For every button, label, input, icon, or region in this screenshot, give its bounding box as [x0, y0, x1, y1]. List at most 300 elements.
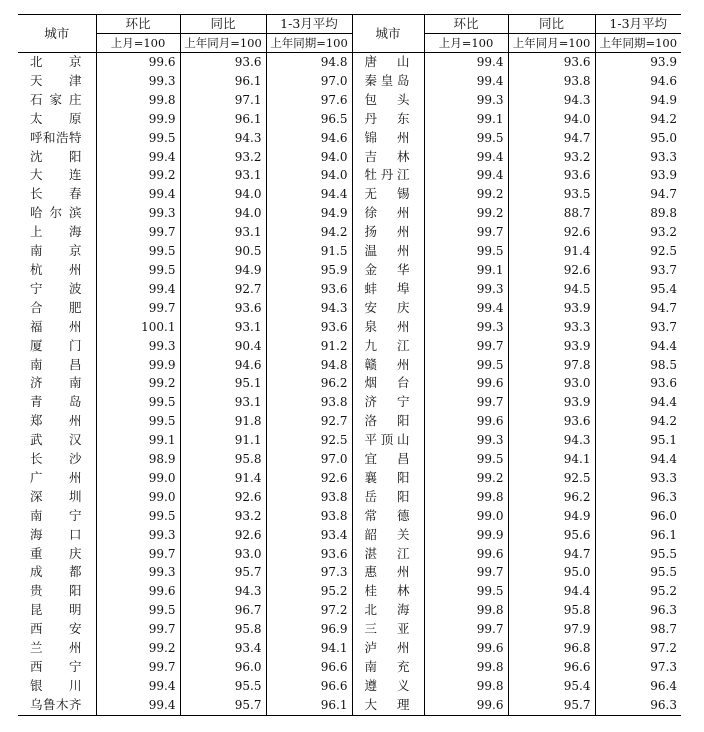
- right-hb-cell: 99.6: [424, 374, 508, 393]
- left-tb-cell: 95.8: [180, 450, 266, 469]
- right-avg-cell: 93.6: [595, 374, 681, 393]
- left-hb-cell: 99.3: [96, 204, 180, 223]
- left-city-cell: 青岛: [30, 394, 82, 410]
- right-tb-cell: 93.6: [508, 412, 595, 431]
- right-tb-cell: 92.5: [508, 469, 595, 488]
- right-city-cell: 襄阳: [352, 469, 424, 488]
- left-city-cell: 合肥: [30, 299, 82, 315]
- left-tb-cell: 94.6: [180, 356, 266, 375]
- left-city-cell: 宁波: [30, 280, 82, 296]
- left-hb-cell: 99.2: [96, 374, 180, 393]
- left-hb-cell: 99.5: [96, 261, 180, 280]
- right-hb-cell: 99.7: [424, 620, 508, 639]
- right-tb-cell: 95.6: [508, 526, 595, 545]
- right-tb-cell: 97.9: [508, 620, 595, 639]
- left-tb-cell: 93.1: [180, 223, 266, 242]
- left-avg-cell: 93.6: [266, 280, 352, 299]
- right-tb-cell: 93.3: [508, 318, 595, 337]
- left-tb-cell: 96.1: [180, 110, 266, 129]
- col-header-city-left: 城市: [18, 15, 96, 53]
- left-tb-cell: 91.8: [180, 412, 266, 431]
- right-tb-cell: 95.0: [508, 563, 595, 582]
- right-hb-cell: 99.5: [424, 450, 508, 469]
- right-hb-cell: 99.8: [424, 658, 508, 677]
- left-avg-cell: 94.6: [266, 129, 352, 148]
- table-row: [18, 526, 681, 545]
- right-avg-cell: 95.2: [595, 582, 681, 601]
- right-tb-cell: 93.0: [508, 374, 595, 393]
- right-city-cell: 常德: [352, 507, 424, 526]
- right-city-cell: 遵义: [352, 677, 424, 696]
- left-city-cell: 石家庄: [30, 91, 82, 107]
- right-city-cell: 平顶山: [352, 431, 424, 450]
- right-city-cell: 吉林: [352, 148, 424, 167]
- right-avg-cell: 93.9: [595, 53, 681, 72]
- table-row: [18, 185, 681, 204]
- right-city-cell: 秦皇岛: [352, 72, 424, 91]
- right-tb-cell: 94.7: [508, 129, 595, 148]
- right-hb-cell: 99.3: [424, 431, 508, 450]
- left-avg-cell: 97.2: [266, 601, 352, 620]
- left-hb-cell: 99.5: [96, 412, 180, 431]
- subheader-tb-left: 上年同月=100: [180, 34, 266, 53]
- left-tb-cell: 93.1: [180, 318, 266, 337]
- left-city-cell: 沈阳: [30, 148, 82, 164]
- right-hb-cell: 99.8: [424, 677, 508, 696]
- right-city-cell: 大理: [352, 696, 424, 715]
- left-hb-cell: 99.5: [96, 129, 180, 148]
- right-avg-cell: 98.7: [595, 620, 681, 639]
- right-avg-cell: 93.9: [595, 166, 681, 185]
- left-city-cell: 兰州: [30, 640, 82, 656]
- subheader-tb-right: 上年同月=100: [508, 34, 595, 53]
- left-hb-cell: 99.8: [96, 91, 180, 110]
- table-row: [18, 639, 681, 658]
- col-header-tb-right: 同比: [508, 15, 595, 34]
- right-city-cell: 锦州: [352, 129, 424, 148]
- left-avg-cell: 96.6: [266, 658, 352, 677]
- left-avg-cell: 96.2: [266, 374, 352, 393]
- left-hb-cell: 99.3: [96, 72, 180, 91]
- right-hb-cell: 99.4: [424, 53, 508, 72]
- right-hb-cell: 99.8: [424, 488, 508, 507]
- table-row: [18, 601, 681, 620]
- left-avg-cell: 96.1: [266, 696, 352, 715]
- right-avg-cell: 93.7: [595, 318, 681, 337]
- left-avg-cell: 94.0: [266, 148, 352, 167]
- right-tb-cell: 95.8: [508, 601, 595, 620]
- left-tb-cell: 94.3: [180, 582, 266, 601]
- right-tb-cell: 94.3: [508, 431, 595, 450]
- left-avg-cell: 93.6: [266, 545, 352, 564]
- left-avg-cell: 93.8: [266, 507, 352, 526]
- left-tb-cell: 96.7: [180, 601, 266, 620]
- left-hb-cell: 99.2: [96, 166, 180, 185]
- left-tb-cell: 95.8: [180, 620, 266, 639]
- left-tb-cell: 92.7: [180, 280, 266, 299]
- right-tb-cell: 94.0: [508, 110, 595, 129]
- left-hb-cell: 99.7: [96, 299, 180, 318]
- right-city-cell: 泸州: [352, 639, 424, 658]
- table-row: [18, 261, 681, 280]
- right-hb-cell: 99.2: [424, 204, 508, 223]
- right-hb-cell: 99.7: [424, 393, 508, 412]
- right-hb-cell: 99.3: [424, 280, 508, 299]
- left-hb-cell: 99.1: [96, 431, 180, 450]
- right-hb-cell: 99.5: [424, 356, 508, 375]
- table-row: [18, 72, 681, 91]
- left-city-cell: 太原: [30, 110, 82, 126]
- left-tb-cell: 91.1: [180, 431, 266, 450]
- left-city-cell: 呼和浩特: [30, 129, 82, 145]
- price-index-table: [18, 14, 681, 716]
- right-hb-cell: 99.4: [424, 166, 508, 185]
- right-city-cell: 三亚: [352, 620, 424, 639]
- left-city-cell: 哈尔滨: [30, 205, 82, 221]
- right-hb-cell: 99.6: [424, 639, 508, 658]
- right-hb-cell: 99.7: [424, 337, 508, 356]
- table-row: [18, 507, 681, 526]
- right-city-cell: 宜昌: [352, 450, 424, 469]
- right-avg-cell: 93.7: [595, 261, 681, 280]
- left-city-cell: 福州: [30, 318, 82, 334]
- left-hb-cell: 99.6: [96, 53, 180, 72]
- left-hb-cell: 99.7: [96, 658, 180, 677]
- right-hb-cell: 99.6: [424, 412, 508, 431]
- right-hb-cell: 99.7: [424, 223, 508, 242]
- left-hb-cell: 99.7: [96, 223, 180, 242]
- table-row: [18, 223, 681, 242]
- right-avg-cell: 95.5: [595, 563, 681, 582]
- right-city-cell: 扬州: [352, 223, 424, 242]
- right-avg-cell: 95.5: [595, 545, 681, 564]
- left-avg-cell: 96.5: [266, 110, 352, 129]
- right-city-cell: 烟台: [352, 374, 424, 393]
- right-tb-cell: 94.7: [508, 545, 595, 564]
- table-row: [18, 469, 681, 488]
- table-row: [18, 91, 681, 110]
- right-avg-cell: 95.4: [595, 280, 681, 299]
- table-row: [18, 356, 681, 375]
- left-tb-cell: 93.1: [180, 393, 266, 412]
- left-hb-cell: 99.2: [96, 639, 180, 658]
- right-city-cell: 赣州: [352, 356, 424, 375]
- right-avg-cell: 96.1: [595, 526, 681, 545]
- right-tb-cell: 96.2: [508, 488, 595, 507]
- right-city-cell: 九江: [352, 337, 424, 356]
- left-city-cell: 郑州: [30, 413, 82, 429]
- left-tb-cell: 93.4: [180, 639, 266, 658]
- right-city-cell: 桂林: [352, 582, 424, 601]
- right-hb-cell: 99.3: [424, 91, 508, 110]
- right-tb-cell: 94.3: [508, 91, 595, 110]
- right-tb-cell: 93.2: [508, 148, 595, 167]
- left-hb-cell: 99.9: [96, 110, 180, 129]
- left-hb-cell: 99.4: [96, 677, 180, 696]
- left-tb-cell: 92.6: [180, 488, 266, 507]
- right-hb-cell: 99.5: [424, 129, 508, 148]
- table-row: [18, 431, 681, 450]
- left-city-cell: 上海: [30, 224, 82, 240]
- left-hb-cell: 99.5: [96, 393, 180, 412]
- right-city-cell: 徐州: [352, 204, 424, 223]
- right-city-cell: 安庆: [352, 299, 424, 318]
- left-avg-cell: 94.9: [266, 204, 352, 223]
- left-city-cell: 银川: [30, 677, 82, 693]
- left-city-cell: 厦门: [30, 337, 82, 353]
- table-row: [18, 393, 681, 412]
- right-avg-cell: 94.2: [595, 412, 681, 431]
- left-city-cell: 济南: [30, 375, 82, 391]
- right-avg-cell: 96.3: [595, 488, 681, 507]
- table-row: [18, 299, 681, 318]
- right-tb-cell: 94.4: [508, 582, 595, 601]
- left-tb-cell: 90.4: [180, 337, 266, 356]
- left-hb-cell: 99.0: [96, 488, 180, 507]
- left-city-cell: 广州: [30, 469, 82, 485]
- left-hb-cell: 99.4: [96, 148, 180, 167]
- left-hb-cell: 99.0: [96, 469, 180, 488]
- right-tb-cell: 93.6: [508, 53, 595, 72]
- right-hb-cell: 99.6: [424, 696, 508, 715]
- right-tb-cell: 96.8: [508, 639, 595, 658]
- left-avg-cell: 96.6: [266, 677, 352, 696]
- left-tb-cell: 93.2: [180, 148, 266, 167]
- right-avg-cell: 93.3: [595, 469, 681, 488]
- table-row: [18, 110, 681, 129]
- right-city-cell: 韶关: [352, 526, 424, 545]
- left-tb-cell: 93.6: [180, 53, 266, 72]
- right-city-cell: 湛江: [352, 545, 424, 564]
- right-avg-cell: 93.3: [595, 148, 681, 167]
- left-avg-cell: 91.5: [266, 242, 352, 261]
- left-tb-cell: 94.3: [180, 129, 266, 148]
- header-row-top: [18, 15, 681, 34]
- subheader-avg-right: 上年同期=100: [595, 34, 681, 53]
- right-hb-cell: 99.4: [424, 148, 508, 167]
- right-tb-cell: 95.4: [508, 677, 595, 696]
- right-tb-cell: 96.6: [508, 658, 595, 677]
- left-tb-cell: 95.1: [180, 374, 266, 393]
- left-tb-cell: 93.0: [180, 545, 266, 564]
- left-city-cell: 南宁: [30, 507, 82, 523]
- left-avg-cell: 96.9: [266, 620, 352, 639]
- left-city-cell: 南京: [30, 243, 82, 259]
- right-hb-cell: 99.1: [424, 110, 508, 129]
- left-avg-cell: 91.2: [266, 337, 352, 356]
- table-row: [18, 53, 681, 72]
- right-avg-cell: 96.3: [595, 601, 681, 620]
- left-tb-cell: 96.0: [180, 658, 266, 677]
- right-avg-cell: 94.4: [595, 393, 681, 412]
- left-city-cell: 贵阳: [30, 583, 82, 599]
- left-avg-cell: 94.3: [266, 299, 352, 318]
- table-row: [18, 166, 681, 185]
- right-hb-cell: 99.6: [424, 545, 508, 564]
- left-avg-cell: 93.8: [266, 393, 352, 412]
- left-hb-cell: 99.7: [96, 620, 180, 639]
- left-hb-cell: 99.4: [96, 185, 180, 204]
- right-city-cell: 岳阳: [352, 488, 424, 507]
- table-row: [18, 696, 681, 715]
- left-avg-cell: 94.1: [266, 639, 352, 658]
- right-avg-cell: 94.6: [595, 72, 681, 91]
- right-hb-cell: 99.7: [424, 563, 508, 582]
- table-row: [18, 280, 681, 299]
- right-avg-cell: 94.4: [595, 450, 681, 469]
- left-city-cell: 大连: [30, 167, 82, 183]
- right-avg-cell: 94.2: [595, 110, 681, 129]
- right-avg-cell: 94.7: [595, 185, 681, 204]
- right-tb-cell: 93.9: [508, 393, 595, 412]
- table-row: [18, 488, 681, 507]
- table-row: [18, 582, 681, 601]
- left-city-cell: 海口: [30, 526, 82, 542]
- right-avg-cell: 97.2: [595, 639, 681, 658]
- header-row-sub: [18, 34, 681, 53]
- left-city-cell: 长春: [30, 186, 82, 202]
- left-tb-cell: 92.6: [180, 526, 266, 545]
- right-avg-cell: 93.2: [595, 223, 681, 242]
- left-tb-cell: 94.0: [180, 185, 266, 204]
- col-header-avg-right: 1-3月平均: [595, 15, 681, 34]
- right-tb-cell: 97.8: [508, 356, 595, 375]
- left-hb-cell: 99.4: [96, 696, 180, 715]
- right-city-cell: 济宁: [352, 393, 424, 412]
- left-avg-cell: 92.5: [266, 431, 352, 450]
- left-city-cell: 南昌: [30, 356, 82, 372]
- right-hb-cell: 99.3: [424, 318, 508, 337]
- left-tb-cell: 95.7: [180, 563, 266, 582]
- left-tb-cell: 97.1: [180, 91, 266, 110]
- table-row: [18, 318, 681, 337]
- table-row: [18, 337, 681, 356]
- right-city-cell: 洛阳: [352, 412, 424, 431]
- left-city-cell: 重庆: [30, 545, 82, 561]
- table-row: [18, 545, 681, 564]
- left-tb-cell: 95.7: [180, 696, 266, 715]
- col-header-avg-left: 1-3月平均: [266, 15, 352, 34]
- right-hb-cell: 99.5: [424, 242, 508, 261]
- right-hb-cell: 99.4: [424, 299, 508, 318]
- left-tb-cell: 93.2: [180, 507, 266, 526]
- right-city-cell: 无锡: [352, 185, 424, 204]
- left-city-cell: 长沙: [30, 451, 82, 467]
- left-avg-cell: 94.2: [266, 223, 352, 242]
- right-tb-cell: 92.6: [508, 223, 595, 242]
- left-city-cell: 昆明: [30, 602, 82, 618]
- right-city-cell: 金华: [352, 261, 424, 280]
- right-tb-cell: 93.9: [508, 337, 595, 356]
- left-avg-cell: 92.7: [266, 412, 352, 431]
- right-city-cell: 包头: [352, 91, 424, 110]
- left-hb-cell: 99.5: [96, 507, 180, 526]
- col-header-tb-left: 同比: [180, 15, 266, 34]
- left-hb-cell: 99.5: [96, 242, 180, 261]
- right-tb-cell: 92.6: [508, 261, 595, 280]
- left-tb-cell: 95.5: [180, 677, 266, 696]
- left-tb-cell: 93.1: [180, 166, 266, 185]
- right-avg-cell: 96.3: [595, 696, 681, 715]
- right-city-cell: 丹东: [352, 110, 424, 129]
- left-tb-cell: 94.9: [180, 261, 266, 280]
- right-avg-cell: 95.1: [595, 431, 681, 450]
- table-row: [18, 204, 681, 223]
- right-avg-cell: 97.3: [595, 658, 681, 677]
- left-avg-cell: 97.3: [266, 563, 352, 582]
- right-tb-cell: 94.5: [508, 280, 595, 299]
- right-hb-cell: 99.8: [424, 601, 508, 620]
- subheader-avg-left: 上年同期=100: [266, 34, 352, 53]
- left-hb-cell: 99.6: [96, 582, 180, 601]
- right-avg-cell: 94.9: [595, 91, 681, 110]
- left-avg-cell: 97.0: [266, 450, 352, 469]
- right-tb-cell: 93.8: [508, 72, 595, 91]
- left-avg-cell: 94.8: [266, 53, 352, 72]
- table-row: [18, 148, 681, 167]
- right-avg-cell: 94.4: [595, 337, 681, 356]
- right-tb-cell: 95.7: [508, 696, 595, 715]
- left-avg-cell: 94.4: [266, 185, 352, 204]
- table-row: [18, 677, 681, 696]
- subheader-hb-left: 上月=100: [96, 34, 180, 53]
- left-avg-cell: 97.0: [266, 72, 352, 91]
- right-avg-cell: 94.7: [595, 299, 681, 318]
- left-avg-cell: 94.0: [266, 166, 352, 185]
- table-row: [18, 129, 681, 148]
- left-avg-cell: 94.8: [266, 356, 352, 375]
- left-hb-cell: 99.3: [96, 563, 180, 582]
- left-hb-cell: 99.9: [96, 356, 180, 375]
- right-city-cell: 泉州: [352, 318, 424, 337]
- left-city-cell: 西安: [30, 621, 82, 637]
- right-city-cell: 北海: [352, 601, 424, 620]
- left-avg-cell: 92.6: [266, 469, 352, 488]
- left-hb-cell: 100.1: [96, 318, 180, 337]
- col-header-city-right: 城市: [352, 15, 424, 53]
- right-tb-cell: 93.9: [508, 299, 595, 318]
- left-tb-cell: 93.6: [180, 299, 266, 318]
- left-hb-cell: 99.3: [96, 337, 180, 356]
- right-avg-cell: 92.5: [595, 242, 681, 261]
- col-header-hb-left: 环比: [96, 15, 180, 34]
- left-city-cell: 西宁: [30, 659, 82, 674]
- right-tb-cell: 93.5: [508, 185, 595, 204]
- left-tb-cell: 90.5: [180, 242, 266, 261]
- left-city-cell: 天津: [30, 72, 82, 88]
- right-avg-cell: 96.0: [595, 507, 681, 526]
- table-row: [18, 374, 681, 393]
- right-avg-cell: 98.5: [595, 356, 681, 375]
- right-city-cell: 牡丹江: [352, 166, 424, 185]
- left-avg-cell: 93.4: [266, 526, 352, 545]
- left-tb-cell: 91.4: [180, 469, 266, 488]
- right-hb-cell: 99.2: [424, 469, 508, 488]
- left-avg-cell: 93.8: [266, 488, 352, 507]
- table-row: [18, 412, 681, 431]
- right-hb-cell: 99.5: [424, 582, 508, 601]
- left-city-cell: 深圳: [30, 488, 82, 504]
- right-city-cell: 唐山: [352, 53, 424, 72]
- right-avg-cell: 95.0: [595, 129, 681, 148]
- right-tb-cell: 94.1: [508, 450, 595, 469]
- subheader-hb-right: 上月=100: [424, 34, 508, 53]
- left-city-cell: 武汉: [30, 432, 82, 448]
- left-city-cell: 乌鲁木齐: [18, 696, 96, 715]
- right-tb-cell: 88.7: [508, 204, 595, 223]
- table-row: [18, 658, 681, 677]
- right-hb-cell: 99.1: [424, 261, 508, 280]
